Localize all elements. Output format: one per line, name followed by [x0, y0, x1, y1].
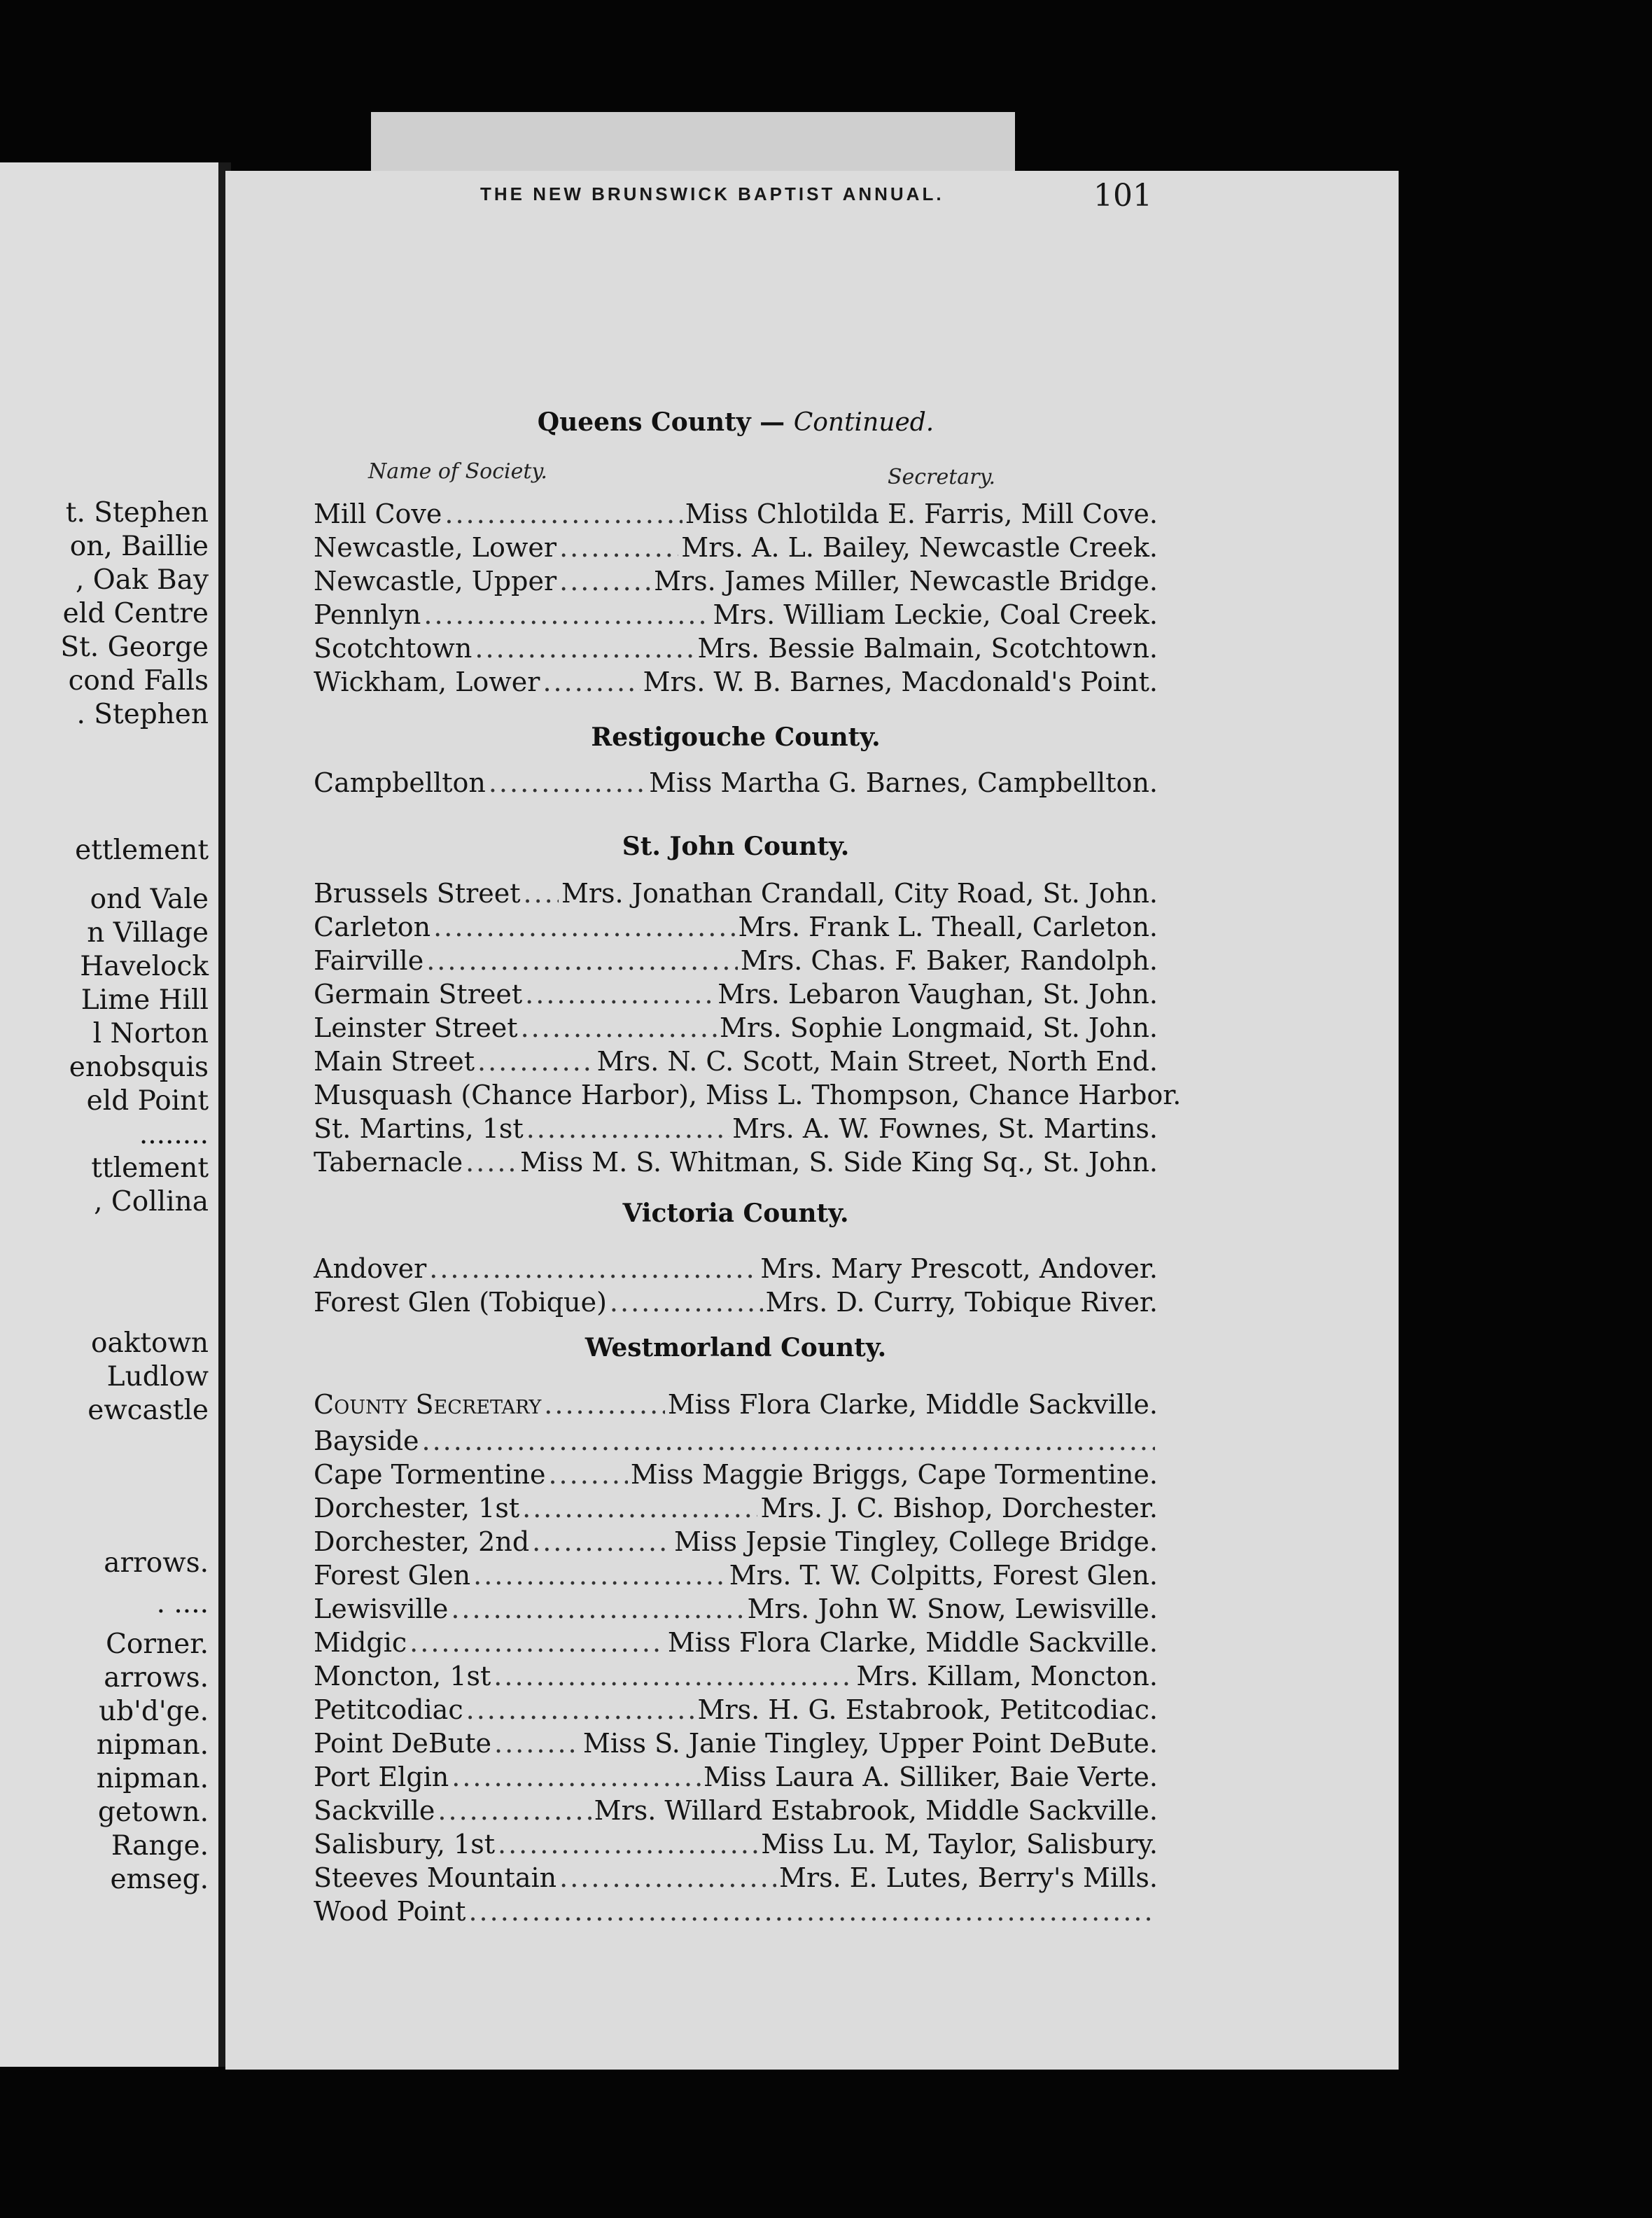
secretary-name: Mrs. Chas. F. Baker, Randolph.: [740, 945, 1158, 976]
society-name: Mill Cove: [314, 498, 442, 529]
section-heading-restigouche: Restigouche County.: [591, 723, 881, 752]
society-name: Carleton: [314, 912, 431, 942]
left-page-line: ewcastle: [88, 1395, 209, 1426]
society-name: Musquash (Chance Harbor),: [314, 1080, 697, 1110]
secretary-name: Miss L. Thompson, Chance Harbor.: [705, 1080, 1182, 1110]
left-page-line: Corner.: [106, 1628, 209, 1660]
dot-leader: [444, 498, 682, 529]
society-name: Sackville: [314, 1795, 435, 1826]
dot-leader: [522, 1493, 757, 1523]
society-name: Campbellton: [314, 767, 486, 798]
left-page-line: Havelock: [80, 951, 209, 982]
society-row: [314, 1694, 1158, 1728]
society-name: Andover: [314, 1253, 427, 1284]
society-row: [314, 979, 1158, 1012]
left-page-line: ond Vale: [90, 884, 209, 915]
left-page-line: , Collina: [94, 1186, 209, 1218]
dot-leader: [422, 1425, 1155, 1456]
dot-leader: [610, 1287, 763, 1318]
society-row: [314, 566, 1158, 599]
section-heading-victoria: Victoria County.: [622, 1199, 849, 1228]
society-row: [314, 1459, 1158, 1493]
left-page-line: ttlement: [91, 1152, 209, 1184]
section-heading-stjohn: St. John County.: [622, 832, 850, 861]
society-name: Lewisville: [314, 1593, 449, 1624]
secretary-name: Mrs. Jonathan Crandall, City Road, St. John.: [561, 878, 1158, 909]
society-row: [314, 1862, 1158, 1896]
society-row: [314, 1829, 1158, 1862]
dot-leader: [489, 767, 646, 798]
society-row: [314, 633, 1158, 667]
society-row: [314, 912, 1158, 945]
society-row: [314, 599, 1158, 633]
society-name: Dorchester, 1st: [314, 1493, 520, 1523]
left-page-line: arrows.: [104, 1547, 209, 1579]
secretary-name: Mrs. Lebaron Vaughan, St. John.: [718, 979, 1158, 1010]
society-name: Germain Street: [314, 979, 523, 1010]
left-page-line: . Stephen: [76, 699, 209, 730]
left-page-line: t. Stephen: [65, 497, 209, 529]
society-name: Forest Glen (Tobique): [314, 1287, 607, 1318]
left-page-line: on, Baillie: [69, 531, 209, 562]
society-name: St. Martins, 1st: [314, 1113, 524, 1144]
left-page-line: , Oak Bay: [76, 564, 209, 596]
dot-leader: [532, 1526, 671, 1557]
society-row: [314, 1762, 1158, 1795]
secretary-name: Mrs. W. B. Barnes, Macdonald's Point.: [643, 667, 1158, 697]
secretary-name: Mrs. N. C. Scott, Main Street, North End.: [596, 1046, 1158, 1077]
society-row: [314, 1795, 1158, 1829]
society-row: [314, 1593, 1158, 1627]
society-name: Point DeBute: [314, 1728, 491, 1759]
dot-leader: [410, 1627, 665, 1658]
left-page-line: eld Centre: [62, 598, 209, 629]
society-row: [314, 1560, 1158, 1593]
dot-leader: [473, 1560, 727, 1591]
society-name: Brussels Street: [314, 878, 521, 909]
society-name: Newcastle, Lower: [314, 532, 557, 563]
left-page-line: getown.: [97, 1797, 209, 1828]
dot-leader: [466, 1694, 695, 1725]
dot-leader: [524, 878, 559, 909]
secretary-name: Miss Jepsie Tingley, College Bridge.: [673, 1526, 1158, 1557]
secretary-name: Mrs. John W. Snow, Lewisville.: [747, 1593, 1158, 1624]
society-row: [314, 1253, 1158, 1287]
left-page-line: Lime Hill: [80, 984, 209, 1016]
left-page-fragment: [0, 162, 218, 2067]
society-row: [314, 1627, 1158, 1661]
secretary-name: Miss Lu. M, Taylor, Salisbury.: [761, 1829, 1158, 1860]
dot-leader: [542, 667, 640, 697]
secretary-name: Mrs. A. W. Fownes, St. Martins.: [732, 1113, 1158, 1144]
society-name: Midgic: [314, 1627, 407, 1658]
society-name: Tabernacle: [314, 1147, 463, 1178]
society-name: Cape Tormentine: [314, 1459, 546, 1490]
secretary-name: Mrs. Sophie Longmaid, St. John.: [720, 1012, 1158, 1043]
dot-leader: [424, 599, 710, 630]
secretary-name: Miss Flora Clarke, Middle Sackville.: [667, 1627, 1158, 1658]
society-name: Dorchester, 2nd: [314, 1526, 530, 1557]
left-page-line: cond Falls: [68, 665, 209, 697]
dot-leader: [525, 979, 715, 1010]
society-name: Scotchtown: [314, 633, 472, 664]
society-row: [314, 1046, 1158, 1080]
secretary-name: Mrs. Killam, Moncton.: [856, 1661, 1158, 1692]
society-name: Wood Point: [314, 1896, 466, 1927]
secretary-name: Mrs. J. C. Bishop, Dorchester.: [760, 1493, 1158, 1523]
left-page-line: nipman.: [96, 1763, 209, 1794]
dot-leader: [475, 633, 694, 664]
society-row: [314, 1896, 1158, 1930]
society-row: [314, 1661, 1158, 1694]
society-name: Bayside: [314, 1425, 419, 1456]
dot-leader: [494, 1728, 580, 1759]
secretary-name: Mrs. H. G. Estabrook, Petitcodiac.: [697, 1694, 1158, 1725]
secretary-name: Miss Chlotilda E. Farris, Mill Cove.: [685, 498, 1158, 529]
left-page-line: ettlement: [75, 835, 209, 866]
dot-leader: [493, 1661, 853, 1692]
left-page-line: ........: [139, 1119, 209, 1150]
left-page-line: eld Point: [86, 1085, 209, 1117]
society-row: [314, 1493, 1158, 1526]
society-name: Pennlyn: [314, 599, 421, 630]
left-page-line: emseg.: [110, 1864, 209, 1895]
dot-leader: [521, 1012, 717, 1043]
dot-leader: [544, 1389, 665, 1420]
secretary-name: Mrs. William Leckie, Coal Creek.: [713, 599, 1158, 630]
secretary-name: Miss Laura A. Silliker, Baie Verte.: [703, 1762, 1158, 1792]
society-row: [314, 1728, 1158, 1762]
heading-continued: Continued.: [793, 408, 934, 437]
left-page-line: St. George: [60, 632, 209, 663]
secretary-name: Mrs. James Miller, Newcastle Bridge.: [654, 566, 1158, 597]
left-page-line: n Village: [87, 917, 209, 949]
dot-leader: [548, 1459, 627, 1490]
secretary-name: Mrs. A. L. Bailey, Newcastle Creek.: [681, 532, 1158, 563]
dot-leader: [451, 1593, 744, 1624]
left-page-line: Ludlow: [106, 1361, 209, 1393]
society-name: Main Street: [314, 1046, 475, 1077]
left-page-line: nipman.: [96, 1729, 209, 1761]
society-row: [314, 1389, 1158, 1423]
society-row: [314, 1012, 1158, 1046]
society-row: [314, 1147, 1158, 1180]
dot-leader: [426, 945, 738, 976]
dot-leader: [433, 912, 735, 942]
secretary-name: Miss Maggie Briggs, Cape Tormentine.: [630, 1459, 1158, 1490]
society-row: [314, 1425, 1158, 1459]
running-head: [256, 178, 1152, 216]
dot-leader: [451, 1762, 701, 1792]
dot-leader: [477, 1046, 594, 1077]
society-name: Salisbury, 1st: [314, 1829, 495, 1860]
dot-leader: [465, 1147, 517, 1178]
society-name: Port Elgin: [314, 1762, 449, 1792]
running-head-title: THE NEW BRUNSWICK BAPTIST ANNUAL.: [480, 183, 944, 204]
society-row: [314, 945, 1158, 979]
secretary-name: Mrs. D. Curry, Tobique River.: [765, 1287, 1158, 1318]
society-row: [314, 532, 1158, 566]
society-name: Leinster Street: [314, 1012, 518, 1043]
secretary-name: Mrs. E. Lutes, Berry's Mills.: [779, 1862, 1158, 1893]
secretary-name: Miss S. Janie Tingley, Upper Point DeBute.: [582, 1728, 1158, 1759]
left-page-line: Range.: [111, 1830, 209, 1862]
society-name: Steeves Mountain: [314, 1862, 557, 1893]
column-header-society: Name of Society.: [368, 459, 547, 484]
society-row: [314, 767, 1158, 801]
dot-leader: [526, 1113, 729, 1144]
society-name: Wickham, Lower: [314, 667, 540, 697]
secretary-name: Miss M. S. Whitman, S. Side King Sq., St. John.: [520, 1147, 1158, 1178]
left-page-line: . ....: [156, 1588, 209, 1619]
dot-leader: [429, 1253, 757, 1284]
heading-text: Queens County: [537, 407, 751, 437]
society-name: Newcastle, Upper: [314, 566, 557, 597]
secretary-name: Mrs. Willard Estabrook, Middle Sackville.: [594, 1795, 1158, 1826]
section-heading-westmorland: Westmorland County.: [584, 1333, 887, 1362]
secretary-name: Mrs. T. W. Colpitts, Forest Glen.: [729, 1560, 1158, 1591]
society-row: [314, 498, 1158, 532]
secretary-name: Miss Martha G. Barnes, Campbellton.: [649, 767, 1158, 798]
left-page-line: arrows.: [104, 1662, 209, 1694]
society-name: Petitcodiac: [314, 1694, 463, 1725]
society-row: [314, 1113, 1158, 1147]
dot-leader: [438, 1795, 591, 1826]
left-page-line: l Norton: [92, 1018, 209, 1049]
society-row: [314, 667, 1158, 700]
column-header-secretary: Secretary.: [888, 465, 995, 489]
society-name: Forest Glen: [314, 1560, 471, 1591]
heading-dash: —: [750, 407, 794, 437]
left-page-line: oaktown: [90, 1327, 209, 1359]
left-page-line: ub'd'ge.: [99, 1696, 209, 1727]
dot-leader: [468, 1896, 1155, 1927]
page-number: 101: [1093, 178, 1152, 214]
section-heading-queens: [314, 407, 1158, 437]
left-page-line: enobsquis: [69, 1052, 209, 1083]
paper-tab: [371, 112, 1015, 175]
dot-leader: [559, 532, 678, 563]
society-row: [314, 1080, 1182, 1113]
dot-leader: [559, 566, 651, 597]
secretary-name: Mrs. Mary Prescott, Andover.: [760, 1253, 1158, 1284]
society-name: Fairville: [314, 945, 424, 976]
society-row: [314, 1526, 1158, 1560]
dot-leader: [559, 1862, 776, 1893]
secretary-name: Mrs. Frank L. Theall, Carleton.: [738, 912, 1158, 942]
society-row: [314, 878, 1158, 912]
society-name: Moncton, 1st: [314, 1661, 491, 1692]
society-name: County Secretary: [314, 1389, 542, 1420]
secretary-name: Miss Flora Clarke, Middle Sackville.: [667, 1389, 1158, 1420]
society-row: [314, 1287, 1158, 1320]
dot-leader: [498, 1829, 758, 1860]
secretary-name: Mrs. Bessie Balmain, Scotchtown.: [697, 633, 1158, 664]
